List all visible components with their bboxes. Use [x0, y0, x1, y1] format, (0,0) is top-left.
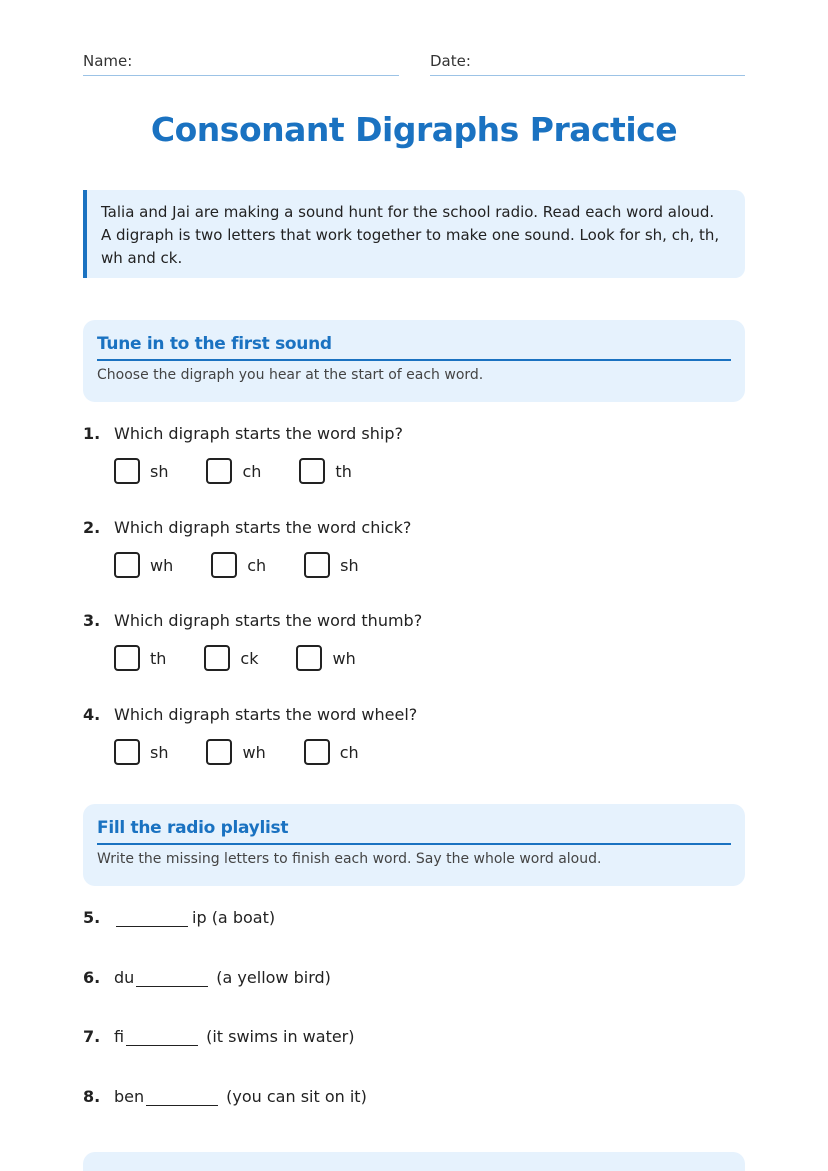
section-description: Write the missing letters to finish each word. Say the whole word aloud.	[97, 851, 602, 867]
checkbox[interactable]	[296, 645, 322, 671]
checkbox[interactable]	[299, 458, 325, 484]
question-text: Which digraph starts the word ship?	[114, 424, 403, 443]
option-label: ch	[242, 461, 262, 481]
item-number: 5.	[83, 908, 101, 927]
question-text: Which digraph starts the word wheel?	[114, 705, 418, 724]
question-2	[83, 518, 411, 537]
item-number: 7.	[83, 1027, 101, 1046]
item-number: 8.	[83, 1087, 101, 1106]
name-label: Name:	[83, 52, 133, 70]
checkbox[interactable]	[206, 458, 232, 484]
fill-item-8	[83, 1087, 367, 1106]
option-label: th	[335, 461, 352, 481]
checkbox[interactable]	[211, 552, 237, 578]
checkbox[interactable]	[206, 739, 232, 765]
question-number: 4.	[83, 705, 101, 724]
page-title: Consonant Digraphs Practice	[150, 110, 678, 149]
option-label: th	[150, 648, 167, 668]
question-3	[83, 611, 422, 630]
option-label: ch	[339, 742, 359, 762]
date-field[interactable]	[430, 52, 745, 70]
section-header-playlist	[83, 804, 745, 886]
section-title: Fill the radio playlist	[97, 818, 731, 845]
question-number: 2.	[83, 518, 101, 537]
word-start: du	[114, 968, 135, 987]
option[interactable]	[206, 458, 261, 484]
options-q2	[114, 552, 389, 578]
answer-blank[interactable]	[146, 1088, 218, 1106]
option-label: ck	[240, 648, 259, 668]
question-text: Which digraph starts the word thumb?	[114, 611, 423, 630]
question-number: 1.	[83, 424, 101, 443]
options-q1	[114, 458, 382, 484]
option-label: wh	[150, 555, 174, 575]
option[interactable]	[204, 645, 258, 671]
option-label: wh	[242, 742, 266, 762]
word-end: (a yellow bird)	[216, 968, 331, 987]
date-label: Date:	[430, 52, 471, 70]
checkbox[interactable]	[304, 552, 330, 578]
checkbox[interactable]	[204, 645, 230, 671]
option[interactable]	[114, 552, 173, 578]
section-header-first-sound	[83, 320, 745, 402]
option[interactable]	[299, 458, 351, 484]
checkbox[interactable]	[114, 552, 140, 578]
section-title: Tune in to the first sound	[97, 334, 731, 361]
word-end: (it swims in water)	[206, 1027, 355, 1046]
word-end: (you can sit on it)	[226, 1087, 367, 1106]
option-label: sh	[340, 555, 359, 575]
word-end: ip (a boat)	[192, 908, 276, 927]
word-start: fi	[114, 1027, 125, 1046]
date-underline	[430, 75, 745, 76]
option-label: sh	[150, 461, 169, 481]
checkbox[interactable]	[114, 739, 140, 765]
question-number: 3.	[83, 611, 101, 630]
option-label: sh	[150, 742, 169, 762]
option[interactable]	[304, 552, 358, 578]
option-label: wh	[332, 648, 356, 668]
question-text: Which digraph starts the word chick?	[114, 518, 412, 537]
name-underline	[83, 75, 399, 76]
options-q4	[114, 739, 389, 765]
section-header-next-cropped	[83, 1152, 745, 1171]
checkbox[interactable]	[114, 645, 140, 671]
option[interactable]	[296, 645, 355, 671]
question-4	[83, 705, 417, 724]
question-1	[83, 424, 403, 443]
checkbox[interactable]	[304, 739, 330, 765]
fill-item-5	[83, 908, 275, 927]
fill-item-6	[83, 968, 331, 987]
name-field[interactable]	[83, 52, 399, 70]
fill-item-7	[83, 1027, 355, 1046]
option-label: ch	[247, 555, 267, 575]
option[interactable]	[304, 739, 359, 765]
item-number: 6.	[83, 968, 101, 987]
intro-callout: Talia and Jai are making a sound hunt for the school radio. Read each word aloud. A digraph is two letters that work together to make one sound. Look for sh, ch, th, wh and ck.	[83, 190, 745, 278]
answer-blank[interactable]	[116, 909, 188, 927]
word-start: ben	[114, 1087, 145, 1106]
option[interactable]	[114, 739, 168, 765]
option[interactable]	[114, 458, 168, 484]
option[interactable]	[206, 739, 265, 765]
answer-blank[interactable]	[136, 969, 208, 987]
section-description: Choose the digraph you hear at the start of each word.	[97, 367, 484, 383]
answer-blank[interactable]	[126, 1028, 198, 1046]
options-q3	[114, 645, 386, 671]
option[interactable]	[114, 645, 166, 671]
checkbox[interactable]	[114, 458, 140, 484]
option[interactable]	[211, 552, 266, 578]
